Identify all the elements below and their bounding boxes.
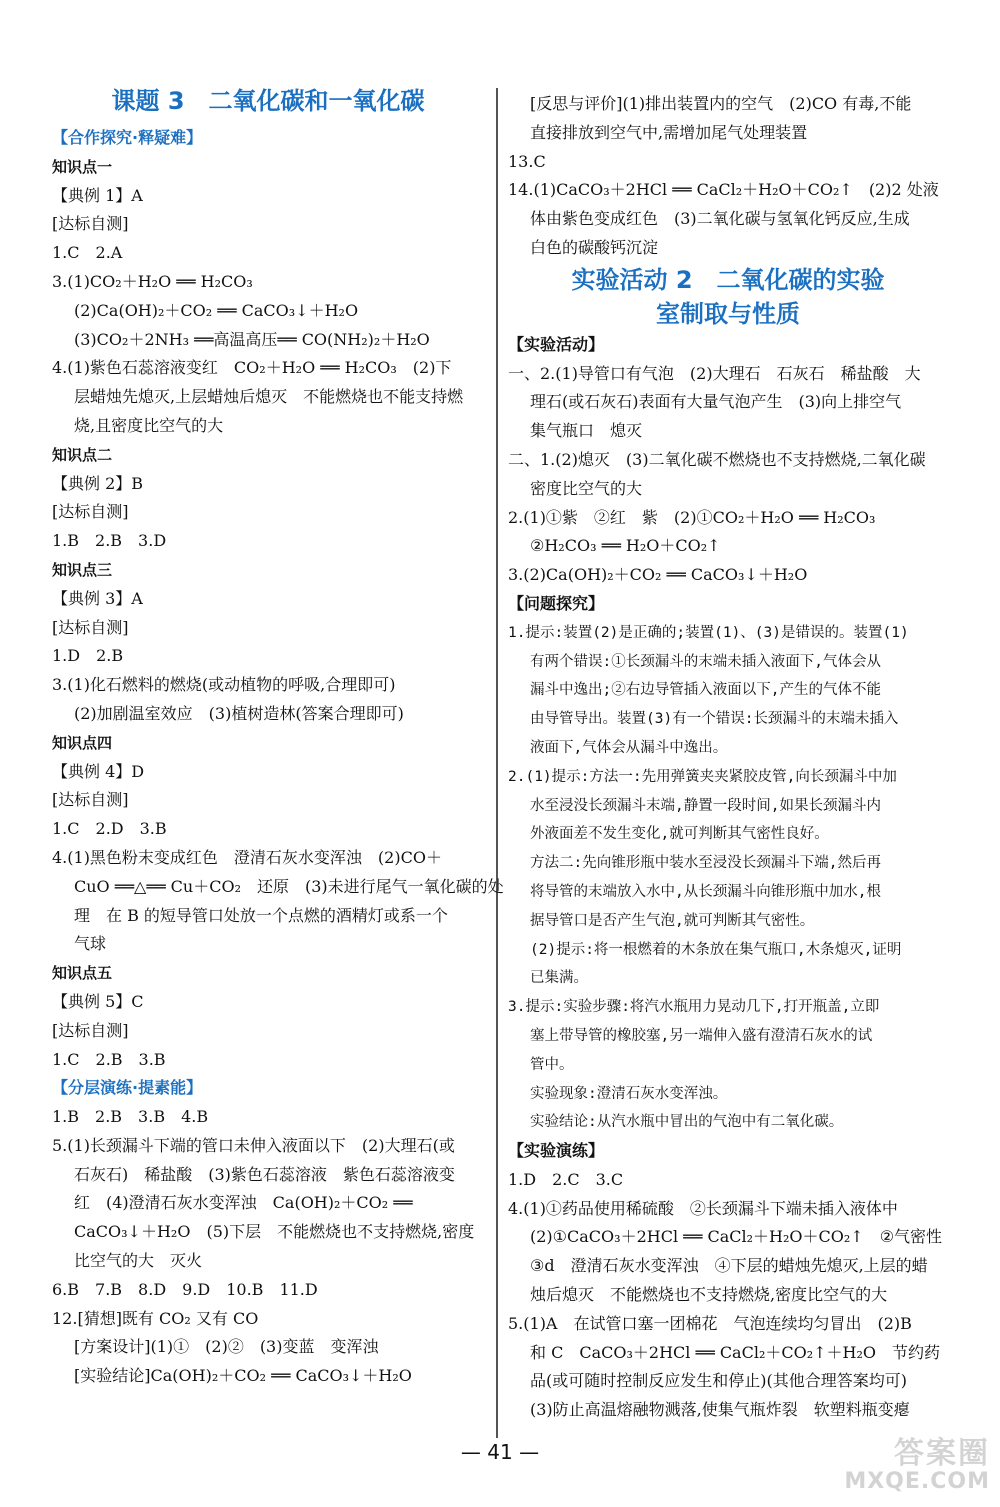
answer-line: 【典例 1】A [52,185,143,205]
answer-line: 6.B 7.B 8.D 9.D 10.B 11.D [52,1279,318,1299]
answer-line: 5.(1)长颈漏斗下端的管口未伸入液面以下 (2)大理石(或 [52,1135,455,1155]
answer-line: 一、2.(1)导管口有气泡 (2)大理石 石灰石 稀盐酸 大 [508,363,921,383]
answer-line: (2)加剧温室效应 (3)植树造林(答案合理即可) [74,703,404,723]
left-section-title: 课题 3 二氧化碳和一氧化碳 [111,87,425,115]
answer-line: (2)①CaCO₃＋2HCl ══ CaCl₂＋H₂O＋CO₂↑ ②气密性 [530,1227,943,1247]
answer-line: [达标自测] [52,1020,129,1040]
knowledge-point-heading: 知识点三 [52,560,113,579]
answer-line: 4.(1)①药品使用稀硫酸 ②长颈漏斗下端未插入液体中 [508,1198,898,1218]
answer-line: 【典例 2】B [52,473,144,493]
answer-line: 外液面差不发生变化,就可判断其气密性良好。 [530,826,829,843]
answer-line: 1.C 2.B 3.B [52,1049,166,1069]
answer-line: 13.C [508,151,546,171]
answer-line: 理石(或石灰石)表面有大量气泡产生 (3)向上排空气 [530,392,902,412]
answer-line: 3.(2)Ca(OH)₂＋CO₂ ══ CaCO₃↓＋H₂O [508,565,808,585]
answer-line: 理 在 B 的短导管口处放一个点燃的酒精灯或系一个 [74,905,448,925]
answer-line: 4.(1)紫色石蕊溶液变红 CO₂＋H₂O ══ H₂CO₃ (2)下 [52,358,452,378]
answer-line: [达标自测] [52,502,129,522]
answer-line: 14.(1)CaCO₃＋2HCl ══ CaCl₂＋H₂O＋CO₂↑ (2)2 处液 [508,180,939,200]
answer-line: [方案设计](1)① (2)② (3)变蓝 变浑浊 [74,1337,379,1357]
answer-line: 红 (4)澄清石灰水变浑浊 Ca(OH)₂＋CO₂ ══ [74,1193,413,1213]
page-number: — 41 — [460,1440,540,1464]
right-answer-lines [508,331,948,1425]
answer-line: 二、1.(2)熄灭 (3)二氧化碳不燃烧也不支持燃烧,二氧化碳 [508,449,926,469]
section-heading: 【问题探究】 [508,593,605,613]
answer-line: [达标自测] [52,790,129,810]
watermark-text-bottom: MXQE.COM [844,1469,990,1494]
answer-line: 2.(1)①紫 ②红 紫 (2)①CO₂＋H₂O ══ H₂CO₃ [508,507,876,527]
answer-line: 烧,且密度比空气的大 [74,415,224,435]
answer-line: 1.C 2.D 3.B [52,819,167,839]
answer-line: [实验结论]Ca(OH)₂＋CO₂ ══ CaCO₃↓＋H₂O [74,1366,412,1386]
answer-line: 烛后熄灭 不能燃烧也不支持燃烧,密度比空气的大 [530,1285,888,1305]
watermark-text-top: 答案圈 [894,1436,990,1471]
answer-line: 12.[猜想]既有 CO₂ 又有 CO [52,1308,259,1328]
answer-line: 液面下,气体会从漏斗中逸出。 [530,739,728,756]
answer-line: [反思与评价](1)排出装置内的空气 (2)CO 有毒,不能 [530,94,912,113]
knowledge-point-heading: 知识点五 [52,964,113,983]
answer-line: (2)Ca(OH)₂＋CO₂ ══ CaCO₃↓＋H₂O [74,300,359,320]
answer-line: 塞上带导管的橡胶塞,另一端伸入盛有澄清石灰水的试 [530,1027,873,1044]
knowledge-point-heading: 知识点四 [52,733,113,752]
answer-line: [达标自测] [52,214,129,234]
answer-line: 品(或可随时控制反应发生和停止)(其他合理答案均可) [530,1371,907,1391]
answer-line: 1.D 2.B [52,646,124,666]
answer-line: 1.B 2.B 3.D [52,531,167,551]
answer-line: 4.(1)黑色粉末变成红色 澄清石灰水变浑浊 (2)CO＋ [52,847,442,867]
answer-line: 已集满。 [530,970,588,987]
answer-line: 5.(1)A 在试管口塞一团棉花 气泡连续均匀冒出 (2)B [508,1313,912,1333]
answer-line: 石灰石) 稀盐酸 (3)紫色石蕊溶液 紫色石蕊溶液变 [74,1164,455,1184]
answer-line: (2)提示:将一根燃着的木条放在集气瓶口,木条熄灭,证明 [530,941,902,958]
answer-line: 【典例 3】A [52,588,143,608]
column-divider [496,88,498,1438]
answer-line: 方法二:先向锥形瓶中装水至浸没长颈漏斗下端,然后再 [530,855,881,872]
answer-line: 由导管导出。装置(3)有一个错误:长颈漏斗的末端未插入 [530,711,899,728]
answer-line: 有两个错误:①长颈漏斗的末端未插入液面下,气体会从 [530,653,881,670]
knowledge-point-heading: 知识点二 [52,445,113,464]
answer-line: CaCO₃↓＋H₂O (5)下层 不能燃烧也不支持燃烧,密度 [74,1222,475,1242]
left-column [52,80,504,1391]
section-heading: 【实验演练】 [508,1141,605,1161]
section-heading: 【实验活动】 [508,334,605,354]
answer-line: 3.(1)CO₂＋H₂O ══ H₂CO₃ [52,271,253,291]
answer-line: ②H₂CO₃ ══ H₂O＋CO₂↑ [530,536,721,556]
answer-line: 2.(1)提示:方法一:先用弹簧夹夹紧胶皮管,向长颈漏斗中加 [508,768,897,785]
answer-line: 管中。 [530,1056,574,1073]
answer-line: 和 C CaCO₃＋2HCl ══ CaCl₂＋CO₂↑＋H₂O 节约药 [530,1342,941,1362]
answer-line: 【典例 4】D [52,761,145,781]
answer-line: 1.提示:装置(2)是正确的;装置(1)、(3)是错误的。装置(1) [508,624,909,641]
answer-line: 3.(1)化石燃料的燃烧(或动植物的呼吸,合理即可) [52,675,396,695]
answer-line: 实验结论:从汽水瓶中冒出的气泡中有二氧化碳。 [530,1114,844,1131]
answer-line: (3)防止高温熔融物溅落,使集气瓶炸裂 软塑料瓶变瘪 [530,1400,910,1420]
right-top-answer-lines [508,90,948,263]
right-section-title-line1: 实验活动 2 二氧化碳的实验 [571,265,885,294]
answer-line: 白色的碳酸钙沉淀 [530,237,659,257]
section-heading: 【合作探究·释疑难】 [52,128,203,147]
knowledge-point-heading: 知识点一 [52,157,113,176]
answer-line: 漏斗中逸出;②右边导管插入液面以下,产生的气体不能 [530,682,881,699]
answer-line: 1.D 2.C 3.C [508,1169,624,1189]
answer-line: 实验现象:澄清石灰水变浑浊。 [530,1085,728,1102]
answer-line: (3)CO₂＋2NH₃ ══高温高压══ CO(NH₂)₂＋H₂O [74,329,430,349]
answer-line: 气球 [74,934,107,954]
section-heading: 【分层演练·提素能】 [52,1078,203,1098]
answer-line: 1.C 2.A [52,243,123,263]
answer-line: [达标自测] [52,617,129,637]
answer-line: ③d 澄清石灰水变浑浊 ④下层的蜡烛先熄灭,上层的蜡 [530,1256,928,1276]
answer-line: 密度比空气的大 [530,478,643,498]
right-section-title-line2: 室制取与性质 [656,299,800,328]
answer-line: 直接排放到空气中,需增加尾气处理装置 [530,122,808,142]
answer-line: 3.提示:实验步骤:将汽水瓶用力晃动几下,打开瓶盖,立即 [508,999,880,1016]
answer-line: CuO ══△══ Cu＋CO₂ 还原 (3)未进行尾气一氧化碳的处 [74,876,504,896]
left-answer-lines [52,124,504,1391]
answer-line: 【典例 5】C [52,991,144,1011]
answer-line: 体由紫色变成红色 (3)二氧化碳与氢氧化钙反应,生成 [530,209,910,229]
answer-line: 1.B 2.B 3.B 4.B [52,1107,209,1127]
site-watermark-logo [820,1436,990,1500]
answer-line: 层蜡烛先熄灭,上层蜡烛后熄灭 不能燃烧也不能支持燃 [74,387,464,407]
answer-line: 据导管口是否产生气泡,就可判断其气密性。 [530,912,815,929]
right-column [508,90,948,1425]
answer-line: 将导管的末端放入水中,从长颈漏斗向锥形瓶中加水,根 [530,883,881,900]
answer-line: 比空气的大 灭火 [74,1251,203,1271]
answer-line: 水至浸没长颈漏斗末端,静置一段时间,如果长颈漏斗内 [530,797,881,814]
answer-line: 集气瓶口 熄灭 [530,421,643,441]
